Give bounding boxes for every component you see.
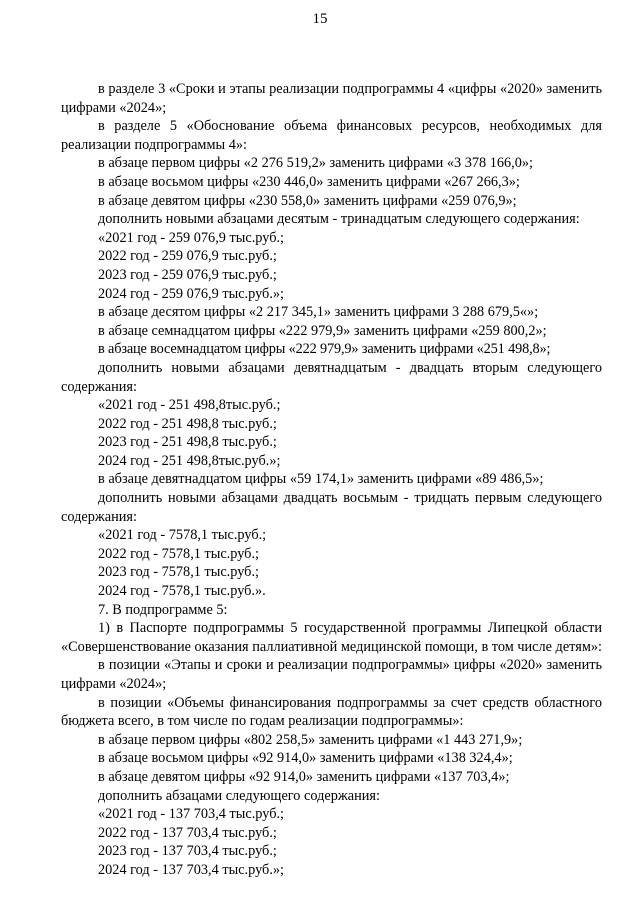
paragraph-ninth-amount: в абзаце девятом цифры «230 558,0» заменить цифрами «259 076,9»; — [98, 192, 517, 209]
paragraph-add-10-13: дополнить новыми абзацами десятым - тринадцатым следующего содержания: — [98, 211, 580, 228]
page-number: 15 — [312, 11, 328, 27]
paragraph-eighteenth-amount: в абзаце восемнадцатом цифры «222 979,9» заменить цифрами «251 498,8»; — [98, 341, 551, 358]
paragraph-add-19-22: дополнить новыми абзацами девятнадцатым - двадцать вторым следующего содержания: — [61, 359, 602, 395]
list-item-2023: 2023 год - 259 076,9 тыс.руб.; — [98, 266, 277, 283]
paragraph-stages-and-terms: в позиции «Этапы и сроки и реализации подпрограммы» цифры «2020» заменить цифрами «2024»; — [61, 657, 602, 692]
list-item-2023: 2023 год - 251 498,8 тыс.руб.; — [98, 434, 277, 451]
paragraph-tenth-amount: в абзаце десятом цифры «2 217 345,1» заменить цифрами 3 288 679,5«»; — [98, 304, 539, 321]
list-item-2021: «2021 год - 137 703,4 тыс.руб.; — [98, 806, 285, 823]
list-item-2022: 2022 год - 137 703,4 тыс.руб.; — [98, 824, 277, 841]
list-item-2021: «2021 год - 7578,1 тыс.руб.; — [98, 527, 267, 544]
paragraph-nineteenth-amount: в абзаце девятнадцатом цифры «59 174,1» заменить цифрами «89 486,5»; — [98, 471, 544, 488]
list-item-2023: 2023 год - 7578,1 тыс.руб.; — [98, 564, 260, 581]
document-body — [61, 80, 602, 880]
list-item-2023: 2023 год - 137 703,4 тыс.руб.; — [98, 843, 277, 860]
section-heading-subprogram-5: 7. В подпрограмме 5: — [98, 601, 228, 618]
list-item-2024: 2024 год - 259 076,9 тыс.руб.»; — [98, 285, 285, 302]
list-item-2022: 2022 год - 7578,1 тыс.руб.; — [98, 545, 260, 562]
paragraph-eighth-amount: в абзаце восьмом цифры «92 914,0» заменить цифрами «138 324,4»; — [98, 750, 513, 767]
list-item-2024: 2024 год - 137 703,4 тыс.руб.»; — [98, 861, 285, 878]
list-item-2021: «2021 год - 259 076,9 тыс.руб.; — [98, 229, 285, 246]
list-item-2022: 2022 год - 251 498,8 тыс.руб.; — [98, 415, 277, 432]
paragraph-seventeenth-amount: в абзаце семнадцатом цифры «222 979,9» заменить цифрами «259 800,2»; — [98, 322, 547, 339]
paragraph-first-amount: в абзаце первом цифры «2 276 519,2» заменить цифрами «3 378 166,0»; — [98, 155, 534, 172]
paragraph-financing-volumes: в позиции «Объемы финансирования подпрограммы за счет средств областного бюджета всего, в том числе по годам реализации подпрограммы»: — [61, 694, 602, 730]
paragraph-first-amount: в абзаце первом цифры «802 258,5» заменить цифрами «1 443 271,9»; — [98, 731, 523, 748]
paragraph-section-5-justification: в разделе 5 «Обоснование объема финансовых ресурсов, необходимых для реализации подпрограммы 4»: — [61, 118, 602, 153]
paragraph-add-paragraphs: дополнить абзацами следующего содержания: — [98, 787, 380, 804]
paragraph-eighth-amount: в абзаце восьмом цифры «230 446,0» заменить цифрами «267 266,3»; — [98, 173, 520, 190]
list-item-2024: 2024 год - 7578,1 тыс.руб.». — [98, 583, 266, 600]
paragraph-ninth-amount: в абзаце девятом цифры «92 914,0» заменить цифрами «137 703,4»; — [98, 768, 510, 785]
list-item-2021: «2021 год - 251 498,8тыс.руб.; — [98, 397, 281, 414]
paragraph-passport-subprogram-5: 1) в Паспорте подпрограммы 5 государственной программы Липецкой области «Совершенствование оказания паллиативной медицинской помощи, в том числе детям»: — [61, 620, 602, 655]
paragraph-section-3-terms: в разделе 3 «Сроки и этапы реализации подпрограммы 4 «цифры «2020» заменить цифрами «2024»; — [61, 81, 602, 116]
list-item-2024: 2024 год - 251 498,8тыс.руб.»; — [98, 452, 281, 469]
list-item-2022: 2022 год - 259 076,9 тыс.руб.; — [98, 248, 277, 265]
paragraph-add-28-31: дополнить новыми абзацами двадцать восьмым - тридцать первым следующего содержания: — [61, 490, 602, 525]
